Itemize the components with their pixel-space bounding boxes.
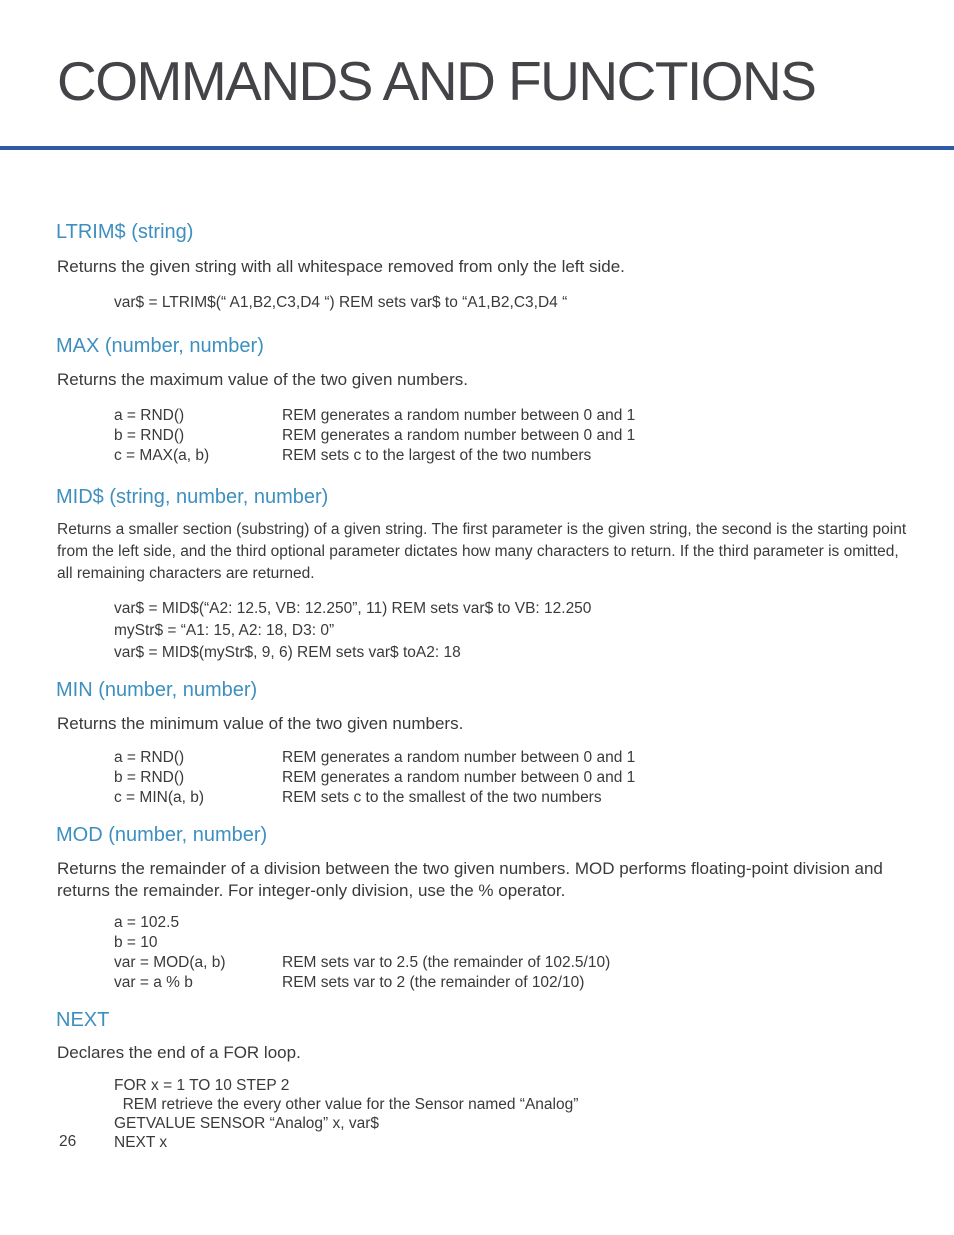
section-heading-max: MAX (number, number) <box>56 335 264 357</box>
code-line <box>114 933 610 953</box>
code-statement: c = MAX(a, b) <box>114 447 210 464</box>
code-line: NEXT x <box>114 1134 168 1151</box>
page-title: COMMANDS AND FUNCTIONS <box>57 50 816 112</box>
code-comment: REM generates a random number between 0 and 1 <box>282 407 636 424</box>
code-line <box>114 406 635 426</box>
code-statement: var = a % b <box>114 974 193 991</box>
code-line: var$ = LTRIM$(“ A1,B2,C3,D4 “) REM sets var$ to “A1,B2,C3,D4 “ <box>114 294 568 311</box>
code-line <box>114 748 635 768</box>
code-line: myStr$ = “A1: 15, A2: 18, D3: 0” <box>114 622 335 639</box>
code-line: REM retrieve the every other value for the Sensor named “Analog” <box>114 1096 579 1113</box>
code-block-max <box>114 406 635 466</box>
section-description-ltrim: Returns the given string with all whitespace removed from only the left side. <box>57 257 625 276</box>
code-statement: var = MOD(a, b) <box>114 954 226 971</box>
code-line <box>114 446 635 466</box>
code-comment: REM sets c to the smallest of the two numbers <box>282 789 602 806</box>
code-block-min <box>114 748 635 808</box>
code-comment: REM generates a random number between 0 and 1 <box>282 769 636 786</box>
section-description-min: Returns the minimum value of the two given numbers. <box>57 714 464 733</box>
code-statement: c = MIN(a, b) <box>114 789 205 806</box>
page-number: 26 <box>59 1133 77 1150</box>
code-block-next <box>114 1076 578 1152</box>
section-heading-ltrim: LTRIM$ (string) <box>56 221 194 243</box>
code-block-mid <box>114 598 591 664</box>
code-statement: b = RND() <box>114 769 185 786</box>
code-block-mod <box>114 913 610 993</box>
code-comment: REM sets var to 2 (the remainder of 102/10) <box>282 974 585 991</box>
section-description-max: Returns the maximum value of the two given numbers. <box>57 370 469 389</box>
section-heading-next: NEXT <box>56 1009 110 1031</box>
code-line <box>114 426 635 446</box>
code-statement: b = 10 <box>114 934 158 951</box>
code-comment: REM sets c to the largest of the two numbers <box>282 447 592 464</box>
code-statement: a = RND() <box>114 749 185 766</box>
code-line <box>114 973 610 993</box>
title-divider <box>0 146 954 150</box>
code-comment: REM generates a random number between 0 and 1 <box>282 749 636 766</box>
section-heading-min: MIN (number, number) <box>56 679 258 701</box>
code-comment: REM sets var to 2.5 (the remainder of 102.5/10) <box>282 954 611 971</box>
code-comment: REM generates a random number between 0 and 1 <box>282 427 636 444</box>
code-statement: a = 102.5 <box>114 914 180 931</box>
code-line: GETVALUE SENSOR “Analog” x, var$ <box>114 1115 380 1132</box>
code-statement: b = RND() <box>114 427 185 444</box>
code-line <box>114 768 635 788</box>
section-heading-mod: MOD (number, number) <box>56 824 268 846</box>
section-description-mid: Returns a smaller section (substring) of a given string. The first parameter is the given string, the second is the starting point from the left side, and the third optional parameter dictates how many characters to return. If the third parameter is omitted, all remaining characters are returned. <box>57 521 907 582</box>
section-heading-mid: MID$ (string, number, number) <box>56 486 329 508</box>
code-statement: a = RND() <box>114 407 185 424</box>
code-line: var$ = MID$(myStr$, 9, 6) REM sets var$ toA2: 18 <box>114 644 461 661</box>
code-line: var$ = MID$(“A2: 12.5, VB: 12.250”, 11) REM sets var$ to VB: 12.250 <box>114 600 592 617</box>
code-line <box>114 913 610 933</box>
code-line: FOR x = 1 TO 10 STEP 2 <box>114 1077 290 1094</box>
code-block-ltrim <box>114 293 567 313</box>
code-line <box>114 788 635 808</box>
section-description-mod: Returns the remainder of a division between the two given numbers. MOD performs floating-point division and returns the remainder. For integer-only division, use the % operator. <box>57 859 883 900</box>
code-line <box>114 953 610 973</box>
section-description-next: Declares the end of a FOR loop. <box>57 1043 301 1062</box>
